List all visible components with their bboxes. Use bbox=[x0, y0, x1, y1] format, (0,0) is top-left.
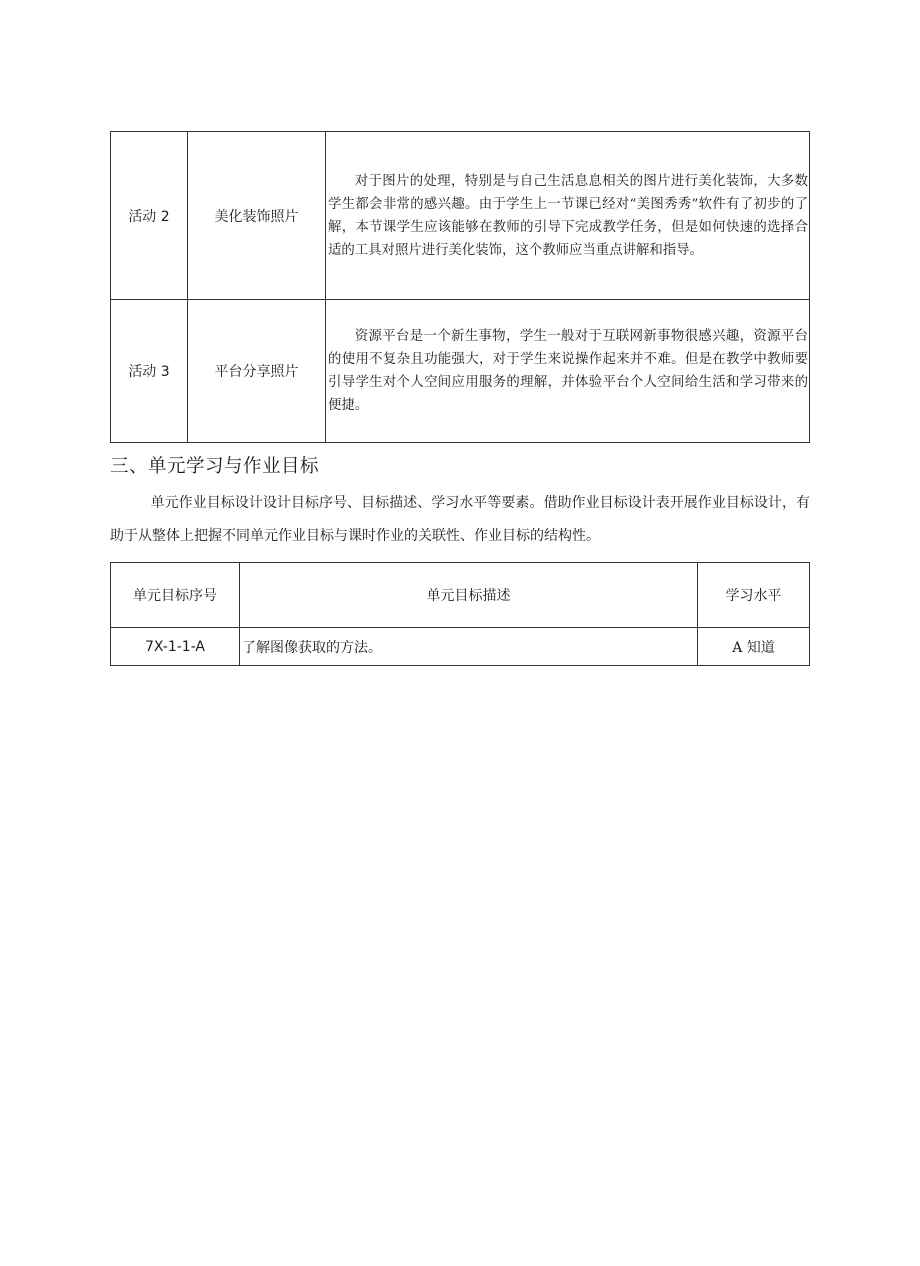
section-heading: 三、单元学习与作业目标 bbox=[110, 456, 320, 477]
activity-number: 活动 2 bbox=[111, 132, 188, 300]
section-body: 单元作业目标设计设计目标序号、目标描述、学习水平等要素。借助作业目标设计表开展作业目标设计，有助于从整体上把握不同单元作业目标与课时作业的关联性、作业目标的结构性。 bbox=[110, 495, 810, 544]
activity-name: 平台分享照片 bbox=[188, 300, 326, 443]
activity-number: 活动 3 bbox=[111, 300, 188, 443]
table-row bbox=[111, 628, 810, 666]
goal-header-level: 学习水平 bbox=[698, 563, 810, 628]
activity-description-cell bbox=[326, 132, 810, 300]
goal-level: A 知道 bbox=[698, 628, 810, 666]
activity-table bbox=[110, 131, 810, 443]
goal-id: 7X-1-1-A bbox=[111, 628, 240, 666]
goal-table-header-row bbox=[111, 563, 810, 628]
goal-table bbox=[110, 562, 810, 666]
activity-row bbox=[111, 132, 810, 300]
activity-description-cell bbox=[326, 300, 810, 443]
activity-description: 资源平台是一个新生事物，学生一般对于互联网新事物很感兴趣，资源平台的使用不复杂且功能强大，对于学生来说操作起来并不难。但是在教学中教师要引导学生对个人空间应用服务的理解，并体验平台个人空间给生活和学习带来的便捷。 bbox=[328, 329, 808, 413]
activity-description: 对于图片的处理，特别是与自己生活息息相关的图片进行美化装饰，大多数学生都会非常的感兴趣。由于学生上一节课已经对“美图秀秀”软件有了初步的了解，本节课学生应该能够在教师的引导下完成教学任务，但是如何快速的选择合适的工具对照片进行美化装饰，这个教师应当重点讲解和指导。 bbox=[328, 173, 808, 258]
activity-name: 美化装饰照片 bbox=[188, 132, 326, 300]
goal-header-id: 单元目标序号 bbox=[111, 563, 240, 628]
goal-description: 了解图像获取的方法。 bbox=[240, 628, 698, 666]
activity-row bbox=[111, 300, 810, 443]
goal-header-description: 单元目标描述 bbox=[240, 563, 698, 628]
